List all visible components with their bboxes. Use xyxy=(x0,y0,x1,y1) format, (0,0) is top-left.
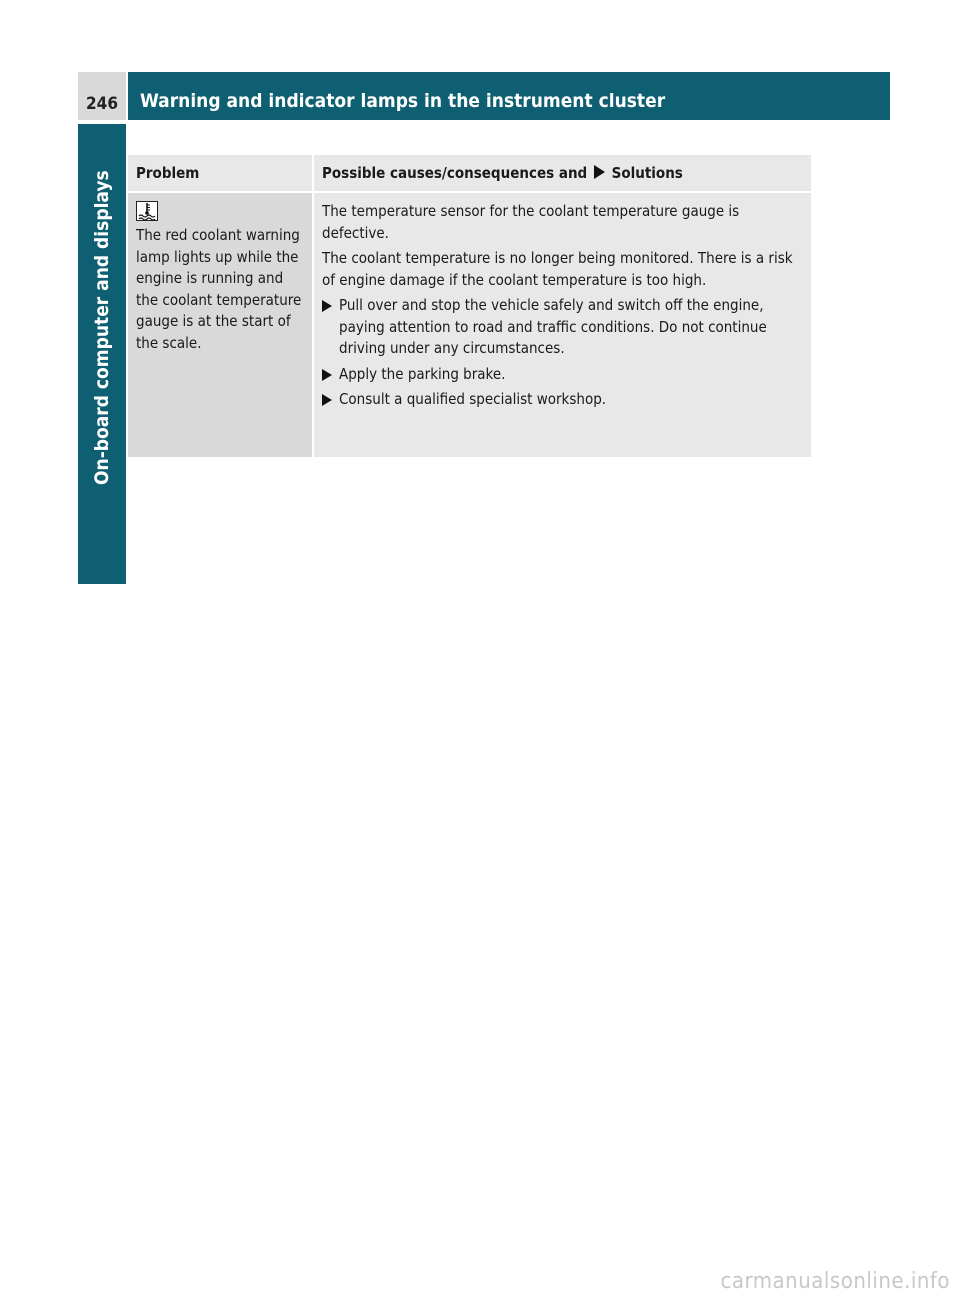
arrow-right-icon xyxy=(594,165,605,179)
problem-cell xyxy=(128,193,314,457)
page-title: Warning and indicator lamps in the instrument cluster xyxy=(140,90,666,112)
solution-step-text: Pull over and stop the vehicle safely and switch off the engine, paying attention to road and traffic conditions. Do not continue driving under any circumstances. xyxy=(339,296,767,357)
step-arrow-icon xyxy=(322,300,332,312)
column-header-solutions-prefix: Possible causes/consequences and xyxy=(322,164,588,182)
solutions-cell xyxy=(314,193,811,457)
problem-solution-table xyxy=(128,155,811,457)
step-arrow-icon xyxy=(322,369,332,381)
page-number: 246 xyxy=(78,72,126,120)
cause-text: The temperature sensor for the coolant temperature gauge is defective. xyxy=(322,202,740,242)
column-header-solutions-suffix: Solutions xyxy=(611,164,683,182)
table-row xyxy=(128,191,811,457)
consequence-text: The coolant temperature is no longer being monitored. There is a risk of engine damage if the coolant temperature is too high. xyxy=(322,249,793,289)
coolant-temperature-icon xyxy=(136,201,158,221)
column-header-problem: Problem xyxy=(128,155,314,191)
solution-step xyxy=(322,364,805,386)
header-bar xyxy=(128,72,890,120)
watermark: carmanualsonline.info xyxy=(720,1269,950,1294)
step-arrow-icon xyxy=(322,394,332,406)
solution-step-text: Apply the parking brake. xyxy=(339,364,506,383)
problem-description: The red coolant warning lamp lights up while the engine is running and the coolant temperature gauge is at the start of the scale. xyxy=(136,226,302,352)
table-header-row xyxy=(128,155,811,191)
column-header-solutions xyxy=(314,155,811,191)
side-tab-label: On-board computer and displays xyxy=(91,170,113,485)
solution-step-text: Consult a qualified specialist workshop. xyxy=(339,390,607,408)
solution-step xyxy=(322,389,805,411)
solution-step xyxy=(322,295,805,360)
